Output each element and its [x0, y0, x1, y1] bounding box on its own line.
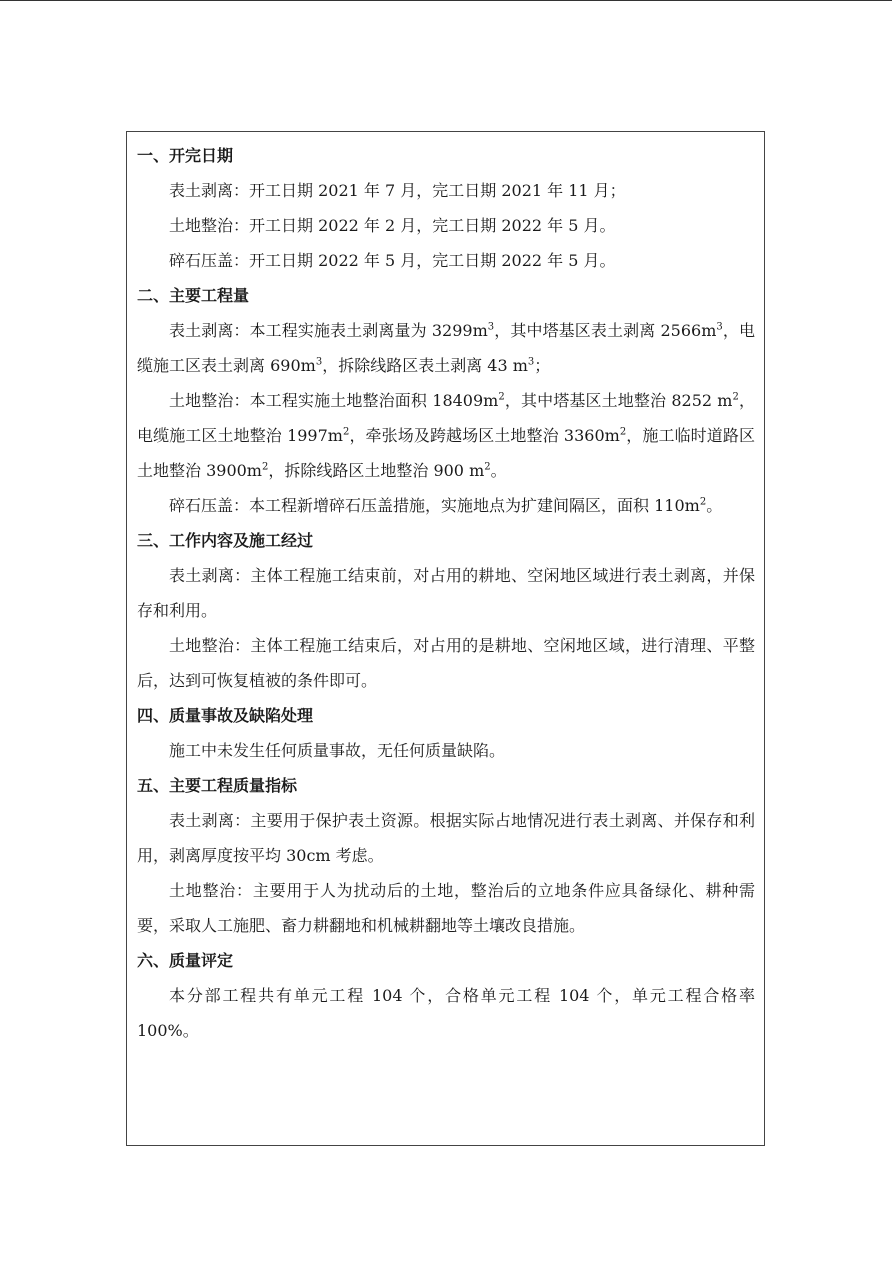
- unit-exponent: 2: [699, 496, 707, 508]
- section-heading: 五、主要工程质量指标: [137, 776, 298, 795]
- paragraph-text: 。: [490, 461, 507, 480]
- unit-exponent: 3: [527, 356, 535, 368]
- paragraph-text: 土地整治：主要用于人为扰动后的土地，整治后的立地条件应具备绿化、耕种需要，采取人工施肥、畜力耕翻地和机械耕翻地等土壤改良措施。: [137, 881, 755, 935]
- paragraph-text: 表土剥离：主要用于保护表土资源。根据实际占地情况进行表土剥离、并保存和利用，剥离厚度按平均 30cm 考虑。: [137, 811, 755, 865]
- unit-exponent: 3: [315, 356, 323, 368]
- section-paragraph: [137, 558, 755, 628]
- paragraph-text: ，拆除线路区表土剥离 43 m: [322, 356, 528, 375]
- unit-exponent: 3: [487, 321, 495, 333]
- paragraph-text: ，其中塔基区土地整治 8252 m: [504, 391, 733, 410]
- paragraph-text: 土地整治：主体工程施工结束后，对占用的是耕地、空闲地区域，进行清理、平整后，达到可恢复植被的条件即可。: [137, 636, 755, 690]
- section-paragraph: [137, 488, 755, 523]
- section-paragraph: [137, 628, 755, 698]
- paragraph-text: ，牵张场及跨越场区土地整治 3360m: [349, 426, 620, 445]
- unit-exponent: 2: [484, 461, 491, 473]
- unit-exponent: 2: [261, 461, 269, 473]
- paragraph-text: ，其中塔基区表土剥离 2566m: [494, 321, 717, 340]
- section-paragraph: [137, 873, 755, 943]
- paragraph-text: 表土剥离：本工程实施表土剥离量为 3299m: [169, 321, 488, 340]
- paragraph-text: 碎石压盖：开工日期 2022 年 5 月，完工日期 2022 年 5 月。: [169, 251, 616, 270]
- paragraph-text: 表土剥离：开工日期 2021 年 7 月，完工日期 2021 年 11 月；: [169, 181, 626, 200]
- section-paragraph: [137, 208, 755, 243]
- unit-exponent: 2: [619, 426, 627, 438]
- section-paragraph: [137, 173, 755, 208]
- paragraph-text: ，拆除线路区土地整治 900 m: [268, 461, 485, 480]
- paragraph-text: 碎石压盖：本工程新增碎石压盖措施，实施地点为扩建间隔区，面积 110m: [169, 496, 700, 515]
- paragraph-text: 本分部工程共有单元工程 104 个，合格单元工程 104 个，单元工程合格率 100%。: [137, 986, 755, 1040]
- section-heading: 三、工作内容及施工经过: [137, 531, 314, 550]
- section-heading: 四、质量事故及缺陷处理: [137, 706, 314, 725]
- section-heading: 一、开完日期: [137, 146, 234, 165]
- report-form-box: [126, 131, 765, 1146]
- unit-exponent: 2: [732, 391, 739, 403]
- unit-exponent: 2: [498, 391, 505, 403]
- paragraph-text: ；: [534, 356, 551, 375]
- paragraph-text: ，施工临时道路区土地整治 3900m: [137, 426, 755, 480]
- paragraph-text: 表土剥离：主体工程施工结束前，对占用的耕地、空闲地区域进行表土剥离，并保存和利用。: [137, 566, 755, 620]
- paragraph-text: 土地整治：本工程实施土地整治面积 18409m: [169, 391, 499, 410]
- paragraph-text: ，电缆施工区表土剥离 690m: [137, 321, 755, 375]
- paragraph-text: ，电缆施工区土地整治 1997m: [137, 391, 755, 445]
- paragraph-text: 土地整治：开工日期 2022 年 2 月，完工日期 2022 年 5 月。: [169, 216, 616, 235]
- section-paragraph: [137, 733, 755, 768]
- unit-exponent: 3: [716, 321, 723, 333]
- paragraph-text: 施工中未发生任何质量事故，无任何质量缺陷。: [169, 741, 506, 760]
- section-heading: 六、质量评定: [137, 951, 234, 970]
- unit-exponent: 2: [342, 426, 350, 438]
- paragraph-text: 。: [706, 496, 723, 515]
- section-paragraph: [137, 978, 755, 1048]
- section-paragraph: [137, 243, 755, 278]
- section-paragraph: [137, 313, 755, 383]
- section-heading: 二、主要工程量: [137, 286, 250, 305]
- page-top-border: [0, 0, 892, 1]
- section-paragraph: [137, 383, 755, 488]
- section-paragraph: [137, 803, 755, 873]
